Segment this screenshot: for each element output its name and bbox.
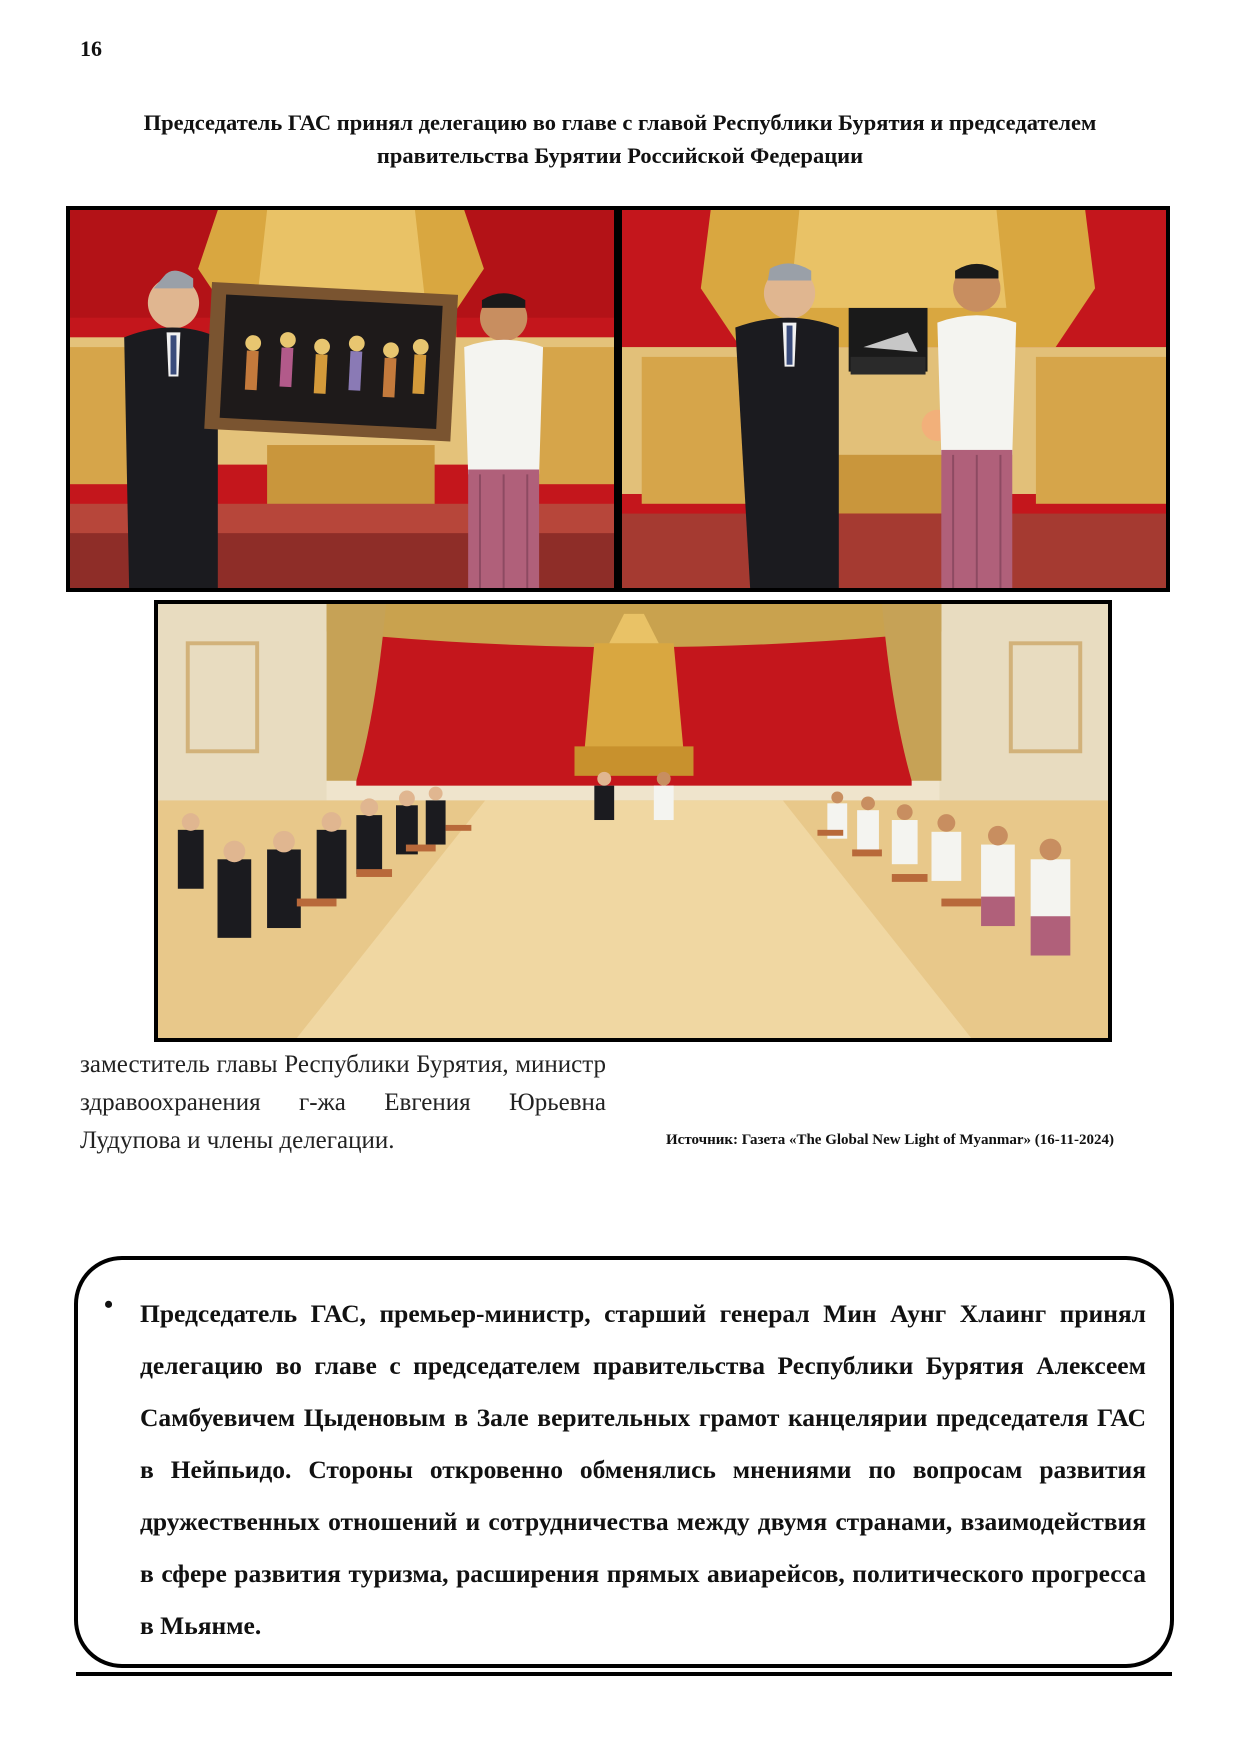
delegation-meeting-hall-photo <box>158 604 1108 1038</box>
photo-gift-painting <box>66 206 618 592</box>
bottom-rule <box>76 1672 1172 1676</box>
photo-caption: заместитель главы Республики Бурятия, министр здравоохранения г-жа Евгения Юрьевна Лудупова и члены делегации. <box>80 1051 606 1154</box>
page-number: 16 <box>80 36 102 61</box>
page-title: Председатель ГАС принял делегацию во главе с главой Республики Бурятия и председателем правительства Бурятии Российской Федерации <box>143 110 1097 168</box>
photo-gift-box <box>618 206 1170 592</box>
bullet-marker: • <box>104 1290 114 1319</box>
photo-delegation-meeting <box>154 600 1112 1042</box>
source-credit: Источник: Газета «The Global New Light of Myanmar» (16-11-2024) <box>666 1132 1114 1148</box>
summary-box <box>74 1256 1174 1668</box>
gift-box-presentation-photo <box>622 210 1166 588</box>
summary-text: Председатель ГАС, премьер-министр, старший генерал Мин Аунг Хлаинг принял делегацию во главе с председателем правительства Республики Бурятия Алексеем Самбуевичем Цыденовым в Зале верительных грамот канцелярии председателя ГАС в Нейпьидо. Стороны откровенно обменялись мнениями по вопросам развития дружественных отношений и сотрудничества между двумя странами, взаимодействия в сфере развития туризма, расширения прямых авиарейсов, политического прогресса в Мьянме. <box>140 1299 1146 1640</box>
gift-painting-presentation-photo <box>70 210 614 588</box>
